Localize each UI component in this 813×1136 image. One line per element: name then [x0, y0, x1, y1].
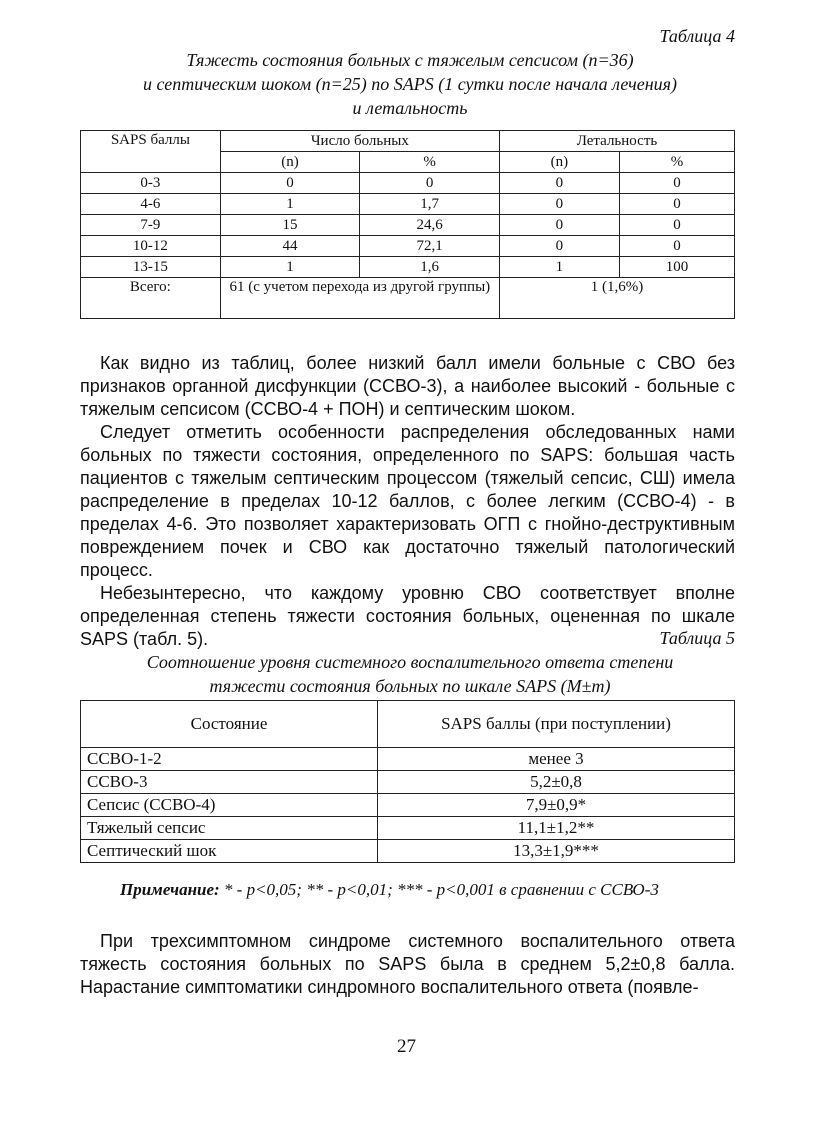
table-header-row [81, 701, 735, 748]
mortality-n: 0 [499, 194, 619, 215]
n-header: (n) [220, 152, 360, 173]
saps-header: SAPS баллы [81, 131, 221, 173]
saps-range: 10-12 [81, 236, 221, 257]
count-n: 0 [220, 173, 360, 194]
table4-label: Таблица 4 [659, 26, 735, 46]
pct-header: % [619, 152, 734, 173]
table4-title-line: и септическим шоком (n=25) по SAPS (1 сутки после начала лечения) [142, 74, 678, 94]
total-count: 61 (с учетом перехода из другой группы) [220, 278, 499, 319]
count-pct: 72,1 [360, 236, 500, 257]
saps-range: 4-6 [81, 194, 221, 215]
count-header: Число больных [220, 131, 499, 152]
paragraph: При трехсимптомном синдроме системного воспалительного ответа тяжесть состояния больных по SAPS была в среднем 5,2±0,8 балла. Нарастание симптоматики синдромного воспалительного ответа (появле- [80, 931, 735, 997]
count-pct: 1,6 [360, 257, 500, 278]
table-row [81, 236, 735, 257]
mortality-header: Летальность [499, 131, 734, 152]
table-row [81, 840, 735, 863]
count-n: 1 [220, 194, 360, 215]
body-text-2 [80, 930, 735, 999]
n-header: (n) [499, 152, 619, 173]
count-n: 15 [220, 215, 360, 236]
total-mortality: 1 (1,6%) [499, 278, 734, 319]
table-row [81, 257, 735, 278]
saps-value: 5,2±0,8 [378, 771, 735, 794]
mortality-pct: 0 [619, 173, 734, 194]
table5-title-line: Соотношение уровня системного воспалительного ответа степени [146, 652, 674, 672]
state-name: ССВО-1-2 [81, 748, 378, 771]
count-pct: 1,7 [360, 194, 500, 215]
state-name: Тяжелый сепсис [81, 817, 378, 840]
table-row [81, 817, 735, 840]
mortality-pct: 100 [619, 257, 734, 278]
saps-range: 0-3 [81, 173, 221, 194]
saps-value: 11,1±1,2** [378, 817, 735, 840]
saps-value: менее 3 [378, 748, 735, 771]
state-name: Сепсис (ССВО-4) [81, 794, 378, 817]
paragraph: Небезынтересно, что каждому уровню СВО соответствует вполне определенная степень тяжести состояния больных, оцененная по шкале SAPS (табл. 5). [80, 583, 735, 649]
total-label: Всего: [81, 278, 221, 319]
saps-range: 7-9 [81, 215, 221, 236]
pct-header: % [360, 152, 500, 173]
saps-range: 13-15 [81, 257, 221, 278]
state-header: Состояние [81, 701, 378, 748]
state-name: Септический шок [81, 840, 378, 863]
mortality-n: 0 [499, 236, 619, 257]
table5 [80, 700, 735, 863]
mortality-n: 0 [499, 215, 619, 236]
saps-header: SAPS баллы (при поступлении) [378, 701, 735, 748]
count-pct: 24,6 [360, 215, 500, 236]
table5-title [70, 650, 750, 698]
count-n: 44 [220, 236, 360, 257]
table-row [81, 215, 735, 236]
table4-title-line: Тяжесть состояния больных с тяжелым сепсисом (n=36) [186, 50, 634, 70]
table-header-row [81, 131, 735, 152]
table4-title-line: и летальность [352, 98, 468, 118]
count-pct: 0 [360, 173, 500, 194]
note-label: Примечание: [120, 880, 220, 899]
saps-value: 13,3±1,9*** [378, 840, 735, 863]
mortality-n: 0 [499, 173, 619, 194]
table5-note [120, 880, 740, 900]
state-name: ССВО-3 [81, 771, 378, 794]
table4 [80, 130, 735, 319]
table-row [81, 194, 735, 215]
saps-value: 7,9±0,9* [378, 794, 735, 817]
mortality-pct: 0 [619, 236, 734, 257]
mortality-pct: 0 [619, 215, 734, 236]
table-row [81, 794, 735, 817]
table-row [81, 748, 735, 771]
paragraph: Как видно из таблиц, более низкий балл имели больные с СВО без признаков органной дисфункции (ССВО-3), а наиболее высокий - больные с тяжелым сепсисом (ССВО-4 + ПОН) и септическим шоком. [80, 353, 735, 419]
page-number: 27 [397, 1036, 416, 1057]
table-row [81, 173, 735, 194]
paragraph: Следует отметить особенности распределения обследованных нами больных по тяжести состояния, определенного по SAPS: большая часть пациентов с тяжелым септическим процессом (тяжелый сепсис, СШ) имела распределение в пределах 10-12 баллов, с более легким (ССВО-4) - в пределах 4-6. Это позволяет характеризовать ОГП с гнойно-деструктивным повреждением почек и СВО как достаточно тяжелый патологический процесс. [80, 422, 735, 580]
count-n: 1 [220, 257, 360, 278]
mortality-pct: 0 [619, 194, 734, 215]
mortality-n: 1 [499, 257, 619, 278]
table5-title-line: тяжести состояния больных по шкале SAPS (M±m) [209, 676, 611, 696]
table5-label: Таблица 5 [659, 628, 735, 648]
body-text-1 [80, 352, 735, 651]
table-total-row [81, 278, 735, 319]
table4-title [70, 48, 750, 120]
table-row [81, 771, 735, 794]
note-text: * - p<0,05; ** - p<0,01; *** - p<0,001 в сравнении с ССВО-3 [219, 880, 659, 899]
